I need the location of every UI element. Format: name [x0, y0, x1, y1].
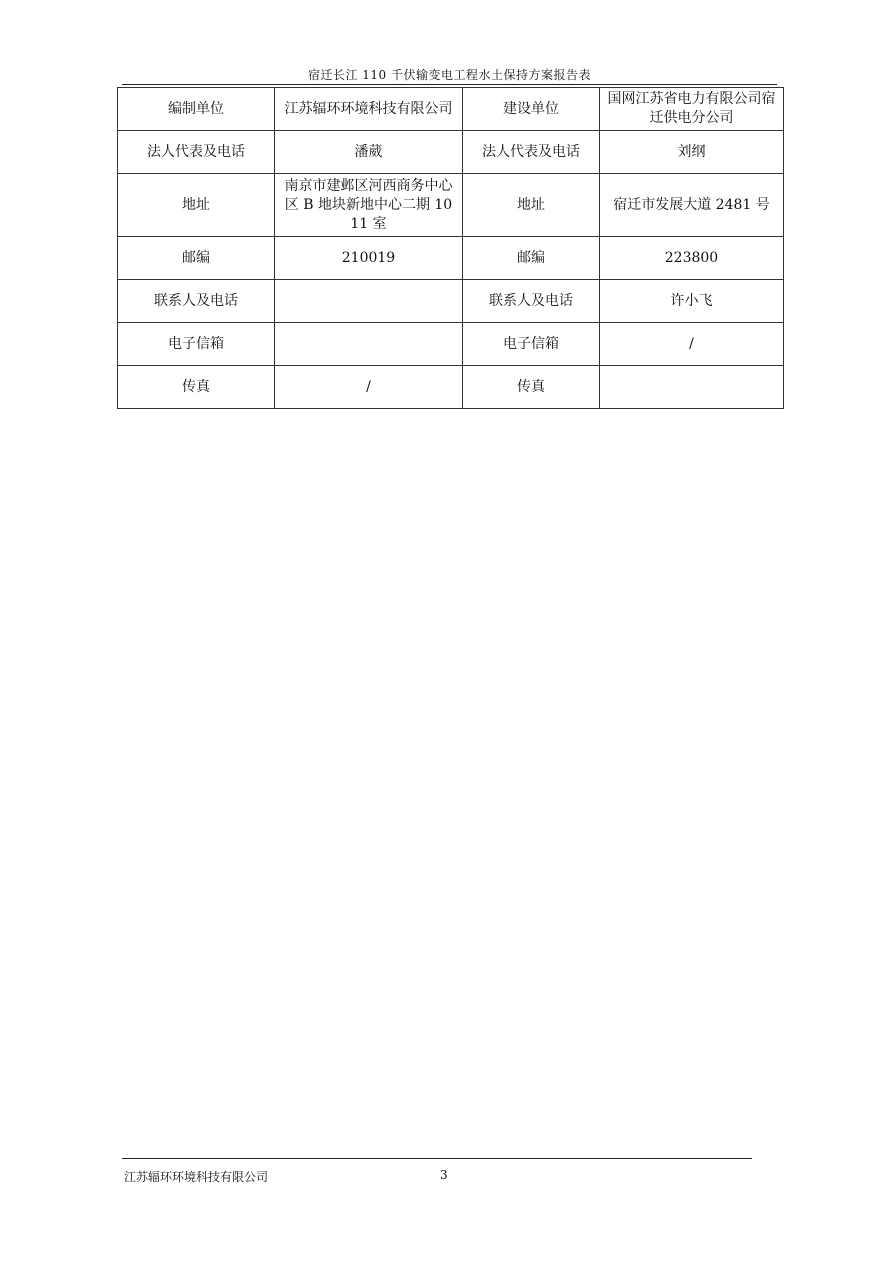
- address-label-2: 地址: [463, 174, 600, 237]
- fax-label: 传真: [118, 366, 275, 409]
- address-label: 地址: [118, 174, 275, 237]
- legal-rep-label: 法人代表及电话: [118, 131, 275, 174]
- postcode-value-2: 223800: [600, 237, 784, 280]
- postcode-label: 邮编: [118, 237, 275, 280]
- contact-value-2: 许小飞: [600, 280, 784, 323]
- postcode-label-2: 邮编: [463, 237, 600, 280]
- page-header-title: 宿迁长江 110 千伏输变电工程水土保持方案报告表: [307, 68, 592, 82]
- header-divider: [122, 84, 777, 85]
- table-row: [118, 323, 784, 366]
- contact-label: 联系人及电话: [118, 280, 275, 323]
- legal-rep-value: 潘葳: [275, 131, 463, 174]
- legal-rep-value-2: 刘纲: [600, 131, 784, 174]
- email-value: [275, 323, 463, 366]
- legal-rep-label-2: 法人代表及电话: [463, 131, 600, 174]
- organization-info-table: [117, 87, 784, 409]
- fax-value-2: [600, 366, 784, 409]
- table-row: [118, 280, 784, 323]
- table-row: [118, 237, 784, 280]
- contact-value: [275, 280, 463, 323]
- fax-value: /: [275, 366, 463, 409]
- address-value-2: 宿迁市发展大道 2481 号: [600, 174, 784, 237]
- address-value: 南京市建邺区河西商务中心区 B 地块新地中心二期 1011 室: [275, 174, 463, 237]
- contact-label-2: 联系人及电话: [463, 280, 600, 323]
- email-label: 电子信箱: [118, 323, 275, 366]
- compiler-unit-label: 编制单位: [118, 88, 275, 131]
- table-row: [118, 174, 784, 237]
- compiler-unit-value: 江苏辐环环境科技有限公司: [275, 88, 463, 131]
- fax-label-2: 传真: [463, 366, 600, 409]
- page-number: 3: [440, 1168, 448, 1182]
- email-label-2: 电子信箱: [463, 323, 600, 366]
- footer-company-name: 江苏辐环环境科技有限公司: [124, 1170, 269, 1184]
- table-row: [118, 366, 784, 409]
- email-value-2: /: [600, 323, 784, 366]
- table-row: [118, 88, 784, 131]
- construction-unit-value: 国网江苏省电力有限公司宿迁供电分公司: [600, 88, 784, 131]
- footer-divider: [122, 1158, 752, 1159]
- postcode-value: 210019: [275, 237, 463, 280]
- table-row: [118, 131, 784, 174]
- construction-unit-label: 建设单位: [463, 88, 600, 131]
